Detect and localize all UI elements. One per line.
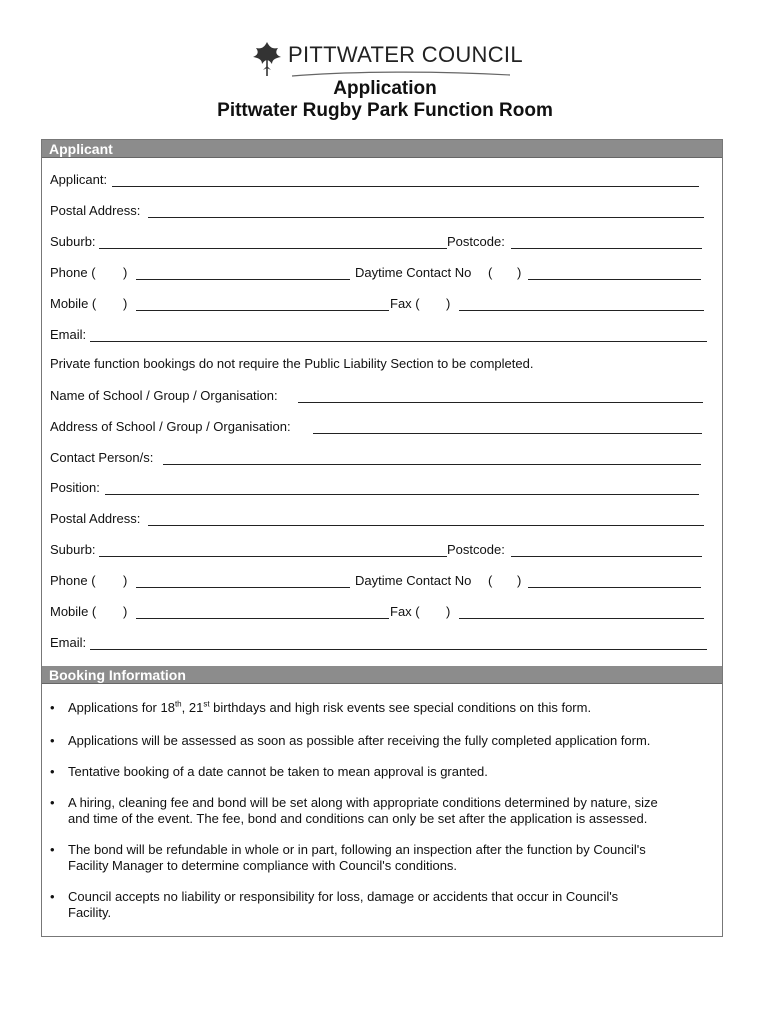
postal-address-row: [50, 203, 710, 221]
phone-row: [50, 265, 710, 283]
org-suburb-field[interactable]: [99, 556, 447, 557]
bullet-text: Applications will be assessed as soon as possible after receiving the fully completed application form.: [68, 733, 651, 748]
council-logo: [250, 40, 523, 80]
org-mobile-row: [50, 604, 710, 622]
org-phone-label: Phone (: [50, 573, 96, 588]
bullet-text: The bond will be refundable in whole or in part, following an inspection after the function by Council's Facility Manager to determine compliance with Council's conditions.: [68, 842, 646, 873]
postal-address-field[interactable]: [148, 217, 704, 218]
organisation-name-field[interactable]: [298, 402, 703, 403]
postal-address-label: Postal Address:: [50, 203, 141, 218]
applicant-field[interactable]: [112, 186, 699, 187]
fig-leaf-icon: [250, 40, 284, 78]
org-suburb-label: Suburb:: [50, 542, 96, 557]
org-email-row: [50, 635, 710, 653]
bullet-text: Applications for 18th, 21st birthdays and high risk events see special conditions on this form.: [68, 699, 592, 715]
org-mobile-label: Mobile (: [50, 604, 97, 619]
position-label: Position:: [50, 480, 100, 495]
council-name: PITTWATER COUNCIL: [288, 42, 523, 67]
applicant-label: Applicant:: [50, 172, 108, 187]
daytime-area-close: ): [517, 265, 522, 280]
position-row: [50, 480, 710, 498]
applicant-row: [50, 172, 710, 190]
org-suburb-row: [50, 542, 710, 560]
organisation-address-row: [50, 419, 710, 437]
contact-person-field[interactable]: [163, 464, 701, 465]
mobile-row: [50, 296, 710, 314]
bullet-marker: •: [50, 764, 55, 779]
fax-area-close: ): [446, 296, 451, 311]
organisation-name-label: Name of School / Group / Organisation:: [50, 388, 278, 403]
page-subtitle: Pittwater Rugby Park Function Room: [217, 100, 553, 121]
fax-field[interactable]: [459, 310, 704, 311]
organisation-name-row: [50, 388, 710, 406]
applicant-section-header: Applicant: [42, 140, 722, 158]
org-daytime-area-close: ): [517, 573, 522, 588]
org-fax-field[interactable]: [459, 618, 704, 619]
contact-person-row: [50, 450, 710, 468]
phone-field[interactable]: [136, 279, 350, 280]
org-postcode-field[interactable]: [511, 556, 702, 557]
daytime-contact-label: Daytime Contact No: [355, 265, 472, 280]
public-liability-notice: Private function bookings do not require the Public Liability Section to be completed.: [50, 356, 534, 371]
org-daytime-contact-field[interactable]: [528, 587, 701, 588]
organisation-address-field[interactable]: [313, 433, 702, 434]
application-form: [41, 139, 723, 937]
email-field[interactable]: [90, 341, 707, 342]
postcode-label: Postcode:: [447, 234, 505, 249]
bullet-marker: •: [50, 889, 55, 904]
bullet-marker: •: [50, 842, 55, 857]
contact-person-label: Contact Person/s:: [50, 450, 154, 465]
org-postal-address-field[interactable]: [148, 525, 704, 526]
suburb-field[interactable]: [99, 248, 447, 249]
phone-label: Phone (: [50, 265, 96, 280]
org-email-label: Email:: [50, 635, 87, 650]
org-postal-address-label: Postal Address:: [50, 511, 141, 526]
mobile-field[interactable]: [136, 310, 389, 311]
postcode-field[interactable]: [511, 248, 702, 249]
org-email-field[interactable]: [90, 649, 707, 650]
bullet-text: A hiring, cleaning fee and bond will be set along with appropriate conditions determined by nature, size and time of the event. The fee, bond and conditions can only be set after the application is assessed.: [68, 795, 658, 826]
org-daytime-contact-label: Daytime Contact No: [355, 573, 472, 588]
mobile-label: Mobile (: [50, 296, 97, 311]
org-phone-field[interactable]: [136, 587, 350, 588]
org-phone-row: [50, 573, 710, 591]
bullet-text: Council accepts no liability or responsibility for loss, damage or accidents that occur in Council's Facility.: [68, 889, 619, 920]
bullet-marker: •: [50, 795, 55, 810]
mobile-area-close: ): [123, 296, 128, 311]
org-postcode-label: Postcode:: [447, 542, 505, 557]
org-fax-label: Fax (: [390, 604, 420, 619]
daytime-area-open: (: [488, 265, 493, 280]
email-row: [50, 327, 710, 345]
suburb-label: Suburb:: [50, 234, 96, 249]
bullet-text: Tentative booking of a date cannot be taken to mean approval is granted.: [68, 764, 488, 779]
suburb-row: [50, 234, 710, 252]
organisation-address-label: Address of School / Group / Organisation:: [50, 419, 291, 434]
org-postal-address-row: [50, 511, 710, 529]
org-fax-area-close: ): [446, 604, 451, 619]
position-field[interactable]: [105, 494, 699, 495]
email-label: Email:: [50, 327, 87, 342]
org-daytime-area-open: (: [488, 573, 493, 588]
org-phone-area-close: ): [123, 573, 128, 588]
bullet-marker: •: [50, 733, 55, 748]
page-title: Application: [333, 78, 437, 99]
logo-swoosh: [290, 70, 512, 78]
booking-section-header: Booking Information: [42, 666, 722, 684]
phone-area-close: ): [123, 265, 128, 280]
daytime-contact-field[interactable]: [528, 279, 701, 280]
bullet-marker: •: [50, 700, 55, 715]
fax-label: Fax (: [390, 296, 420, 311]
org-mobile-field[interactable]: [136, 618, 389, 619]
org-mobile-area-close: ): [123, 604, 128, 619]
